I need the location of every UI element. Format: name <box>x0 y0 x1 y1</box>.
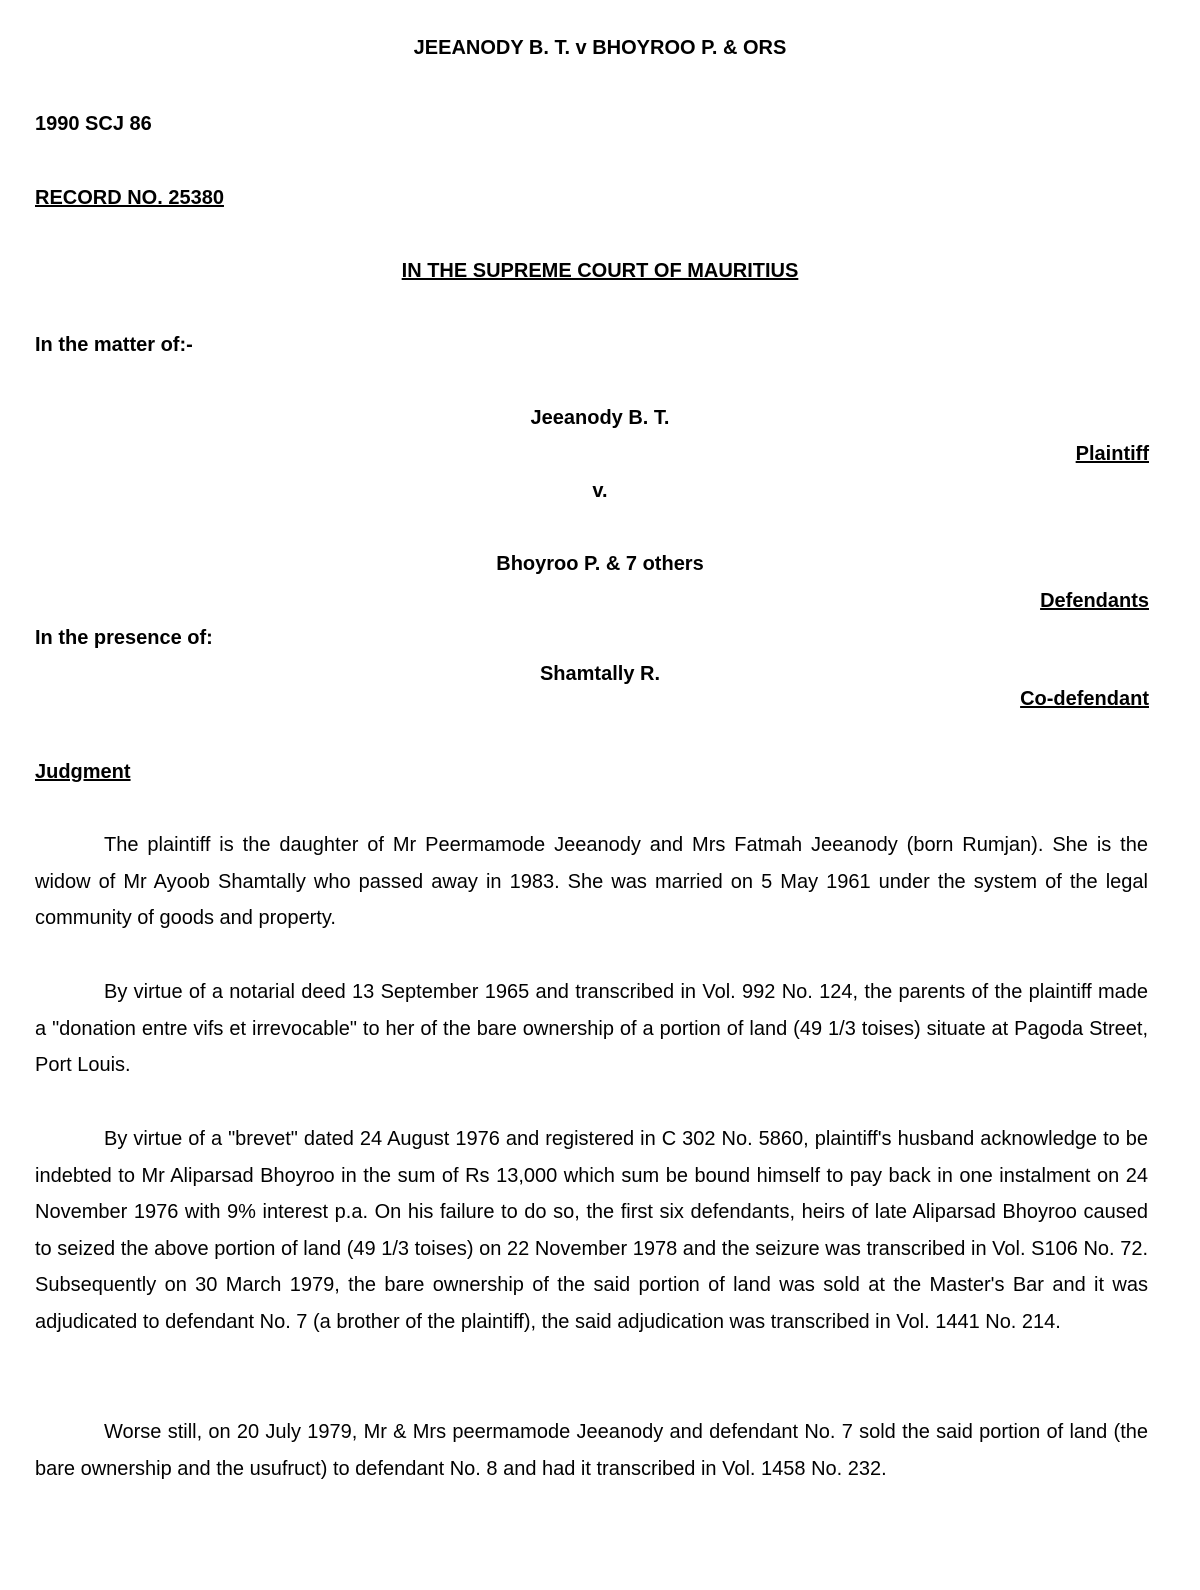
judgment-heading: Judgment <box>35 761 131 783</box>
matter-label: In the matter of:- <box>35 334 193 356</box>
plaintiff-role: Plaintiff <box>1075 443 1149 465</box>
record-number: RECORD NO. 25380 <box>35 187 224 209</box>
judgment-paragraph: Worse still, on 20 July 1979, Mr & Mrs peermamode Jeeanody and defendant No. 7 sold the said portion of land (the bare ownership and the usufruct) to defendant No. 8 and had it transcribed in Vol. 1458 No. 232. <box>35 1421 1148 1480</box>
judgment-paragraph: The plaintiff is the daughter of Mr Peermamode Jeeanody and Mrs Fatmah Jeeanody (born Rumjan). She is the widow of Mr Ayoob Shamtally who passed away in 1983. She was married on 5 May 1961 under the system of the legal community of goods and property. <box>35 834 1148 929</box>
judgment-paragraph: By virtue of a "brevet" dated 24 August 1976 and registered in C 302 No. 5860, plaintiff's husband acknowledge to be indebted to Mr Aliparsad Bhoyroo in the sum of Rs 13,000 which sum be bound himself to pay back in one instalment on 24 November 1976 with 9% interest p.a. On his failure to do so, the first six defendants, heirs of late Aliparsad Bhoyroo caused to seized the above portion of land (49 1/3 toises) on 22 November 1978 and the seizure was transcribed in Vol. S106 No. 72. Subsequently on 30 March 1979, the bare ownership of the said portion of land was sold at the Master's Bar and it was adjudicated to defendant No. 7 (a brother of the plaintiff), the said adjudication was transcribed in Vol. 1441 No. 214. <box>35 1128 1148 1333</box>
case-title: JEEANODY B. T. v BHOYROO P. & ORS <box>413 37 787 59</box>
presence-label: In the presence of: <box>35 627 213 649</box>
codefendant-role: Co-defendant <box>1020 688 1149 710</box>
versus-label: v. <box>592 480 608 502</box>
judgment-paragraph: By virtue of a notarial deed 13 September 1965 and transcribed in Vol. 992 No. 124, the parents of the plaintiff made a "donation entre vifs et irrevocable" to her of the bare ownership of a portion of land (49 1/3 toises) situate at Pagoda Street, Port Louis. <box>35 981 1148 1076</box>
defendants-name: Bhoyroo P. & 7 others <box>496 553 704 575</box>
citation: 1990 SCJ 86 <box>35 113 152 135</box>
court-name: IN THE SUPREME COURT OF MAURITIUS <box>401 260 799 282</box>
defendants-role: Defendants <box>1040 590 1149 612</box>
codefendant-name: Shamtally R. <box>539 663 661 685</box>
plaintiff-name: Jeeanody B. T. <box>530 407 670 429</box>
